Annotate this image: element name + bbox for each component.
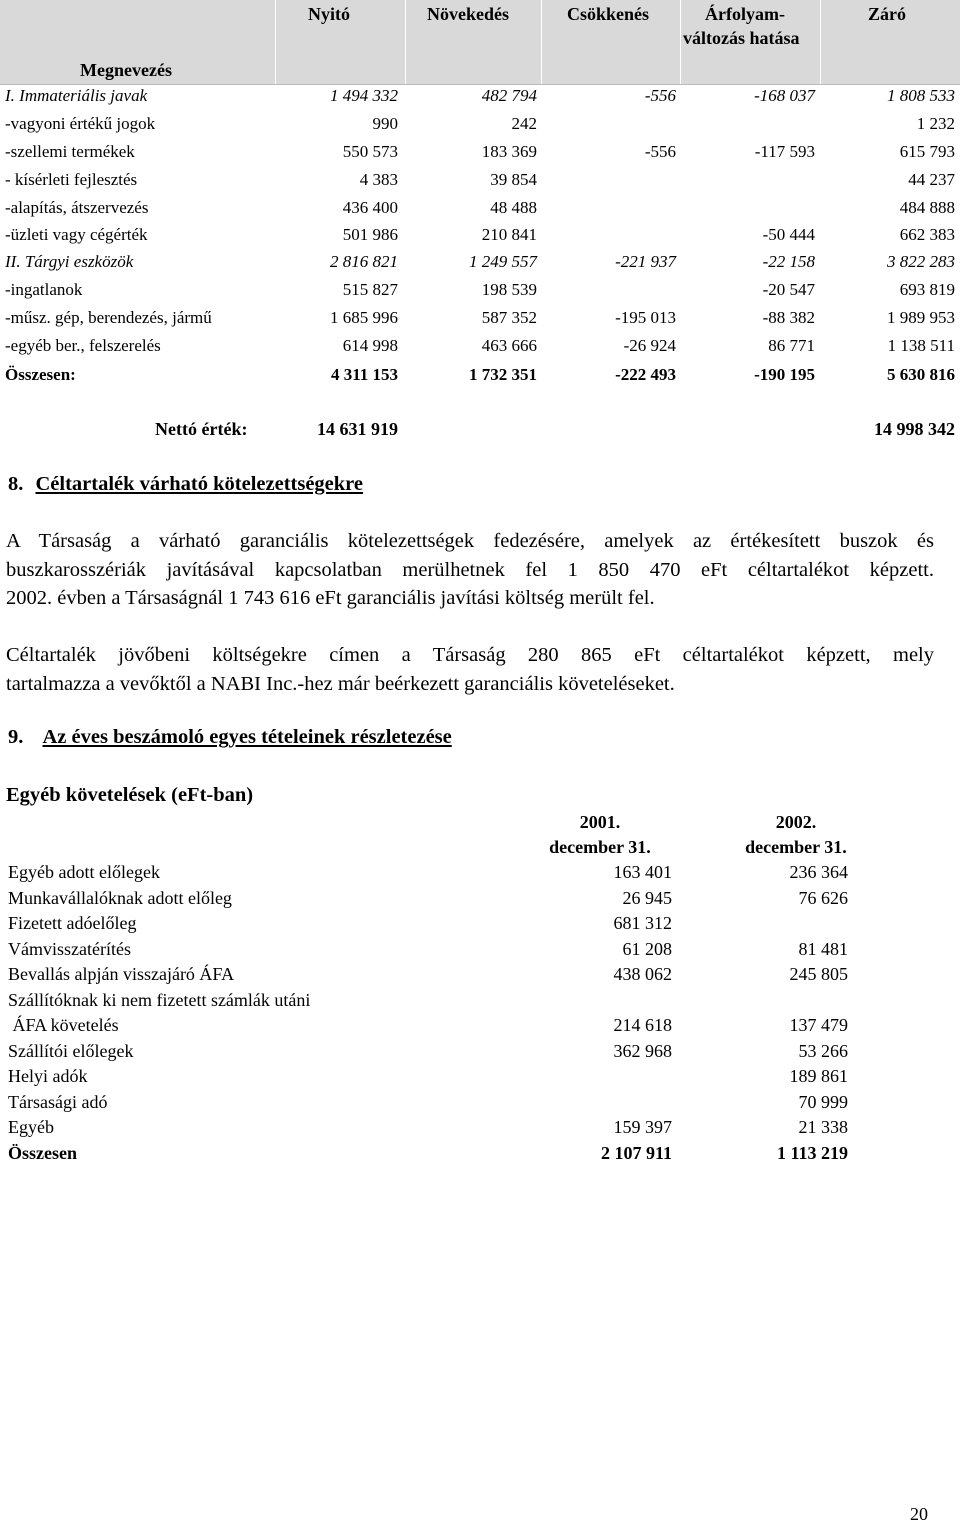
cell-increase: 210 841	[481, 225, 537, 244]
cell-fx: -117 593	[754, 142, 815, 161]
row-label: -egyéb ber., felszerelés	[5, 336, 161, 355]
cell-opening: 990	[372, 114, 398, 133]
cell-opening: 1 685 996	[330, 308, 398, 327]
header-divider	[820, 0, 821, 84]
header-divider	[541, 0, 542, 84]
cell-increase: 482 794	[481, 86, 537, 105]
cell-increase: 587 352	[481, 308, 537, 327]
cell-increase: 198 539	[481, 280, 537, 299]
cell-closing: 1 138 511	[887, 336, 955, 355]
net-value-closing: 14 998 342	[874, 419, 955, 439]
section-9-number: 9.	[8, 726, 24, 748]
cell-fx: -50 444	[762, 225, 815, 244]
cell-closing: 615 793	[899, 142, 955, 161]
row-label: Bevallás alpján visszajáró ÁFA	[8, 964, 235, 984]
cell-opening: 2 816 821	[330, 252, 398, 271]
cell-increase: 48 488	[490, 198, 537, 217]
section-9-title: Az éves beszámoló egyes tételeinek részletezése	[42, 726, 452, 748]
other-receivables-title: Egyéb követelések (eFt-ban)	[6, 784, 254, 806]
cell-2002: 53 266	[798, 1041, 848, 1061]
paragraph-line: A Társaság a várható garanciális kötelezettségek fedezésére, amelyek az értékesített buszok és	[6, 530, 934, 552]
paragraph-line: Céltartalék jövőbeni költségekre címen a Társaság 280 865 eFt céltartalékot képzett, mely	[6, 644, 934, 666]
cell-2002: 189 861	[789, 1066, 848, 1086]
cell-opening: 614 998	[342, 336, 398, 355]
section-9-heading	[8, 726, 452, 749]
paragraph-line: tartalmazza a vevőktől a NABI Inc.-hez már beérkezett garanciális követeléseket.	[6, 672, 675, 695]
cell-2002: 21 338	[798, 1117, 848, 1137]
column-header-2001-line2: december 31.	[549, 837, 651, 857]
cell-decrease: -556	[644, 86, 676, 105]
cell-2001: 438 062	[613, 964, 672, 984]
header-divider	[275, 0, 276, 84]
cell-decrease: -195 013	[615, 308, 676, 327]
cell-2001: 362 968	[613, 1041, 672, 1061]
cell-increase: 1 249 557	[469, 252, 537, 271]
cell-decrease: -26 924	[623, 336, 676, 355]
column-header-2002-line2: december 31.	[745, 837, 847, 857]
page-number: 20	[910, 1504, 928, 1524]
cell-opening: 4 311 153	[330, 365, 398, 384]
cell-increase: 183 369	[481, 142, 537, 161]
section-8-heading	[8, 473, 363, 496]
net-value-label: Nettó érték:	[155, 419, 248, 439]
section-8-number: 8.	[8, 473, 24, 495]
row-label: Egyéb adott előlegek	[8, 862, 160, 882]
cell-2002: 76 626	[798, 888, 848, 908]
column-header-2002-line1: 2002.	[775, 812, 817, 832]
cell-closing: 662 383	[899, 225, 955, 244]
column-header-increase: Növekedés	[427, 4, 509, 24]
row-label: ÁFA követelés	[8, 1015, 119, 1035]
row-label: Szállítóknak ki nem fizetett számlák utáni	[8, 990, 311, 1010]
header-divider	[680, 0, 681, 84]
cell-opening: 550 573	[342, 142, 398, 161]
row-label: - kísérleti fejlesztés	[5, 170, 138, 189]
paragraph-line: 2002. évben a Társaságnál 1 743 616 eFt garanciális javítási költség merült fel.	[6, 587, 655, 609]
cell-2001: 61 208	[622, 939, 672, 959]
row-label: Helyi adók	[8, 1066, 88, 1086]
cell-closing: 484 888	[899, 198, 955, 217]
header-divider	[405, 0, 406, 84]
cell-fx: -168 037	[754, 86, 815, 105]
cell-2001: 214 618	[613, 1015, 672, 1035]
header-bottom-rule	[0, 84, 960, 85]
row-label: Összesen	[8, 1143, 77, 1163]
row-label: -vagyoni értékű jogok	[5, 114, 156, 133]
cell-increase: 463 666	[481, 336, 537, 355]
row-label: Fizetett adóelőleg	[8, 913, 137, 933]
net-value-opening: 14 631 919	[317, 419, 398, 439]
cell-closing: 5 630 816	[887, 365, 955, 384]
row-label: -üzleti vagy cégérték	[5, 225, 148, 244]
cell-2002: 70 999	[798, 1092, 848, 1112]
section-8-paragraph-1	[6, 527, 934, 613]
row-label: Szállítói előlegek	[8, 1041, 134, 1061]
row-label: Társasági adó	[8, 1092, 108, 1112]
cell-2001: 163 401	[613, 862, 672, 882]
cell-2001: 26 945	[622, 888, 672, 908]
row-label: -műsz. gép, berendezés, jármű	[5, 308, 212, 327]
cell-2002: 245 805	[789, 964, 848, 984]
cell-2002: 137 479	[789, 1015, 848, 1035]
cell-opening: 4 383	[359, 170, 398, 189]
column-header-name: Megnevezés	[80, 60, 172, 80]
row-label: Egyéb	[8, 1117, 54, 1137]
column-header-opening: Nyitó	[308, 4, 350, 24]
cell-opening: 1 494 332	[330, 86, 398, 105]
column-header-fx-line2: változás hatása	[683, 28, 800, 48]
cell-increase: 242	[511, 114, 537, 133]
cell-increase: 1 732 351	[469, 365, 537, 384]
cell-opening: 501 986	[342, 225, 398, 244]
cell-2002: 1 113 219	[776, 1143, 848, 1163]
cell-2002: 81 481	[798, 939, 848, 959]
paragraph-line: buszkarosszériák javításával kapcsolatban merülhetnek fel 1 850 470 eFt céltartalékot képzett.	[6, 558, 934, 581]
cell-2001: 2 107 911	[600, 1143, 672, 1163]
row-label: Vámvisszatérítés	[8, 939, 131, 959]
cell-fx: -88 382	[762, 308, 815, 327]
cell-2001: 681 312	[613, 913, 672, 933]
section-8-paragraph-2	[6, 641, 934, 698]
cell-decrease: -556	[644, 142, 676, 161]
cell-closing: 693 819	[899, 280, 955, 299]
row-label: I. Immateriális javak	[5, 86, 148, 105]
cell-closing: 3 822 283	[887, 252, 955, 271]
cell-decrease: -222 493	[615, 365, 676, 384]
row-label: II. Tárgyi eszközök	[5, 252, 134, 271]
cell-2002: 236 364	[789, 862, 848, 882]
row-label: -szellemi termékek	[5, 142, 135, 161]
cell-fx: -190 195	[754, 365, 815, 384]
cell-fx: -20 547	[762, 280, 815, 299]
row-label: Munkavállalóknak adott előleg	[8, 888, 232, 908]
column-header-decrease: Csökkenés	[567, 4, 650, 24]
row-label: Összesen:	[5, 365, 76, 384]
column-header-fx-line1: Árfolyam-	[705, 4, 785, 24]
cell-decrease: -221 937	[615, 252, 676, 271]
cell-closing: 1 808 533	[887, 86, 955, 105]
cell-opening: 436 400	[342, 198, 398, 217]
column-header-2001-line1: 2001.	[579, 812, 621, 832]
column-header-closing: Záró	[868, 4, 906, 24]
row-label: -ingatlanok	[5, 280, 83, 299]
cell-opening: 515 827	[342, 280, 398, 299]
cell-increase: 39 854	[490, 170, 537, 189]
cell-fx: -22 158	[762, 252, 815, 271]
cell-closing: 1 989 953	[887, 308, 955, 327]
cell-closing: 44 237	[908, 170, 955, 189]
cell-fx: 86 771	[768, 336, 815, 355]
section-8-title: Céltartalék várható kötelezettségekre	[35, 473, 363, 495]
cell-2001: 159 397	[613, 1117, 672, 1137]
row-label: -alapítás, átszervezés	[5, 198, 149, 217]
cell-closing: 1 232	[916, 114, 955, 133]
